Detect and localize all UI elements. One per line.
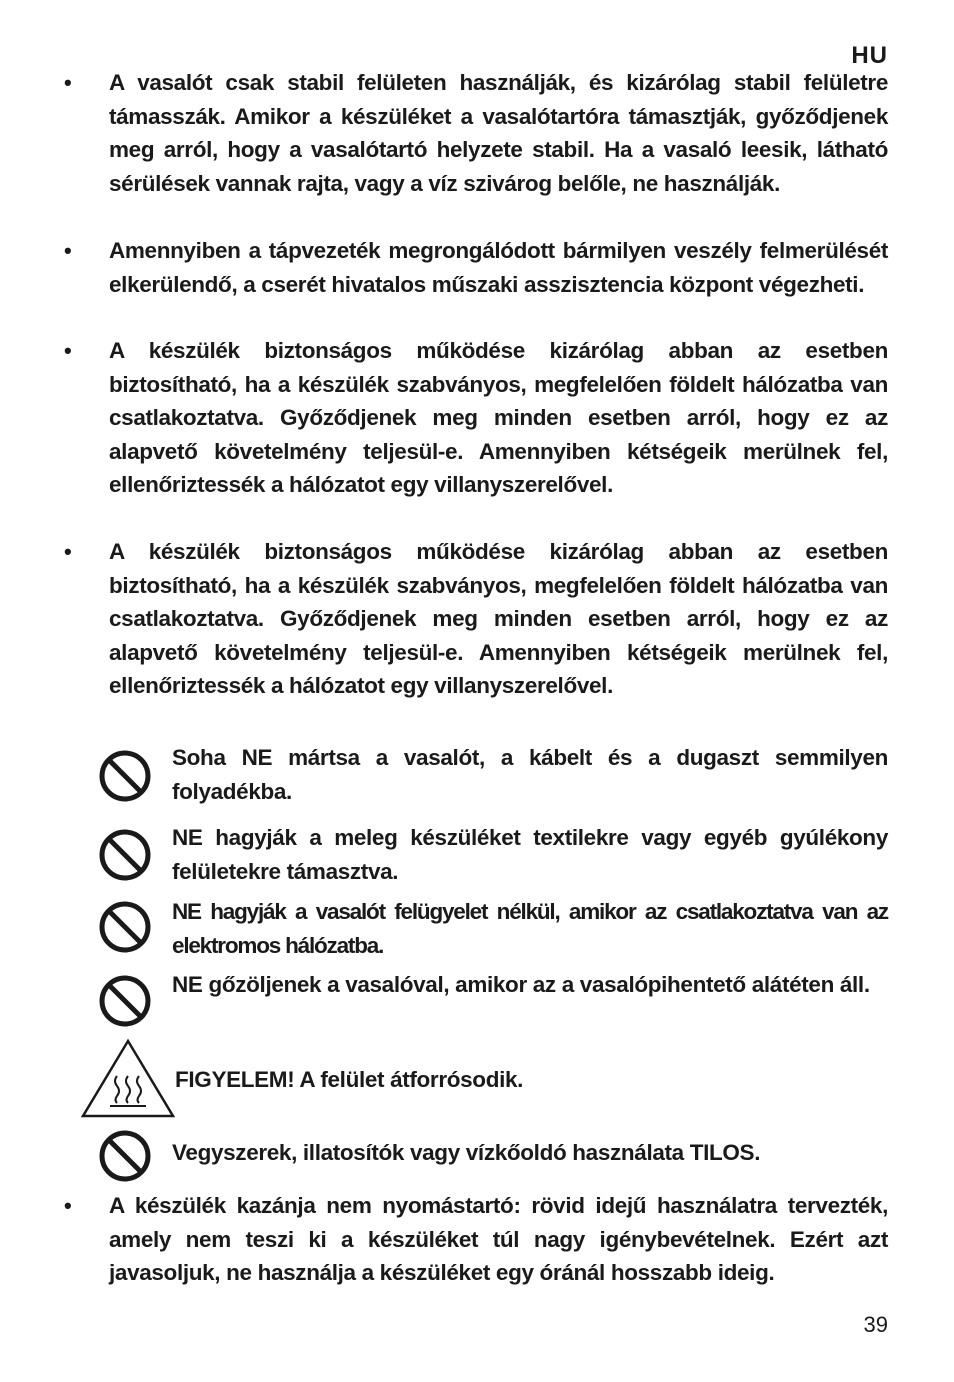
warning-text: Soha NE mártsa a vasalót, a kábelt és a dugaszt semmilyen folyadékba. — [172, 745, 888, 804]
hot-surface-warning-icon — [80, 1038, 176, 1120]
bullet-paragraph: A készülék kazánja nem nyomástartó: rövid idejű használatra tervezték, amely nem teszi ki a készüléket túl nagy igénybevételnek. Ezért azt javasoljuk, ne használja a készüléket egy óránál hosszabb ideig. — [109, 1193, 888, 1285]
warning-text: NE hagyják a meleg készüléket textilekre vagy egyéb gyúlékony felületekre támasztva. — [172, 825, 888, 884]
prohibition-icon — [98, 828, 152, 882]
warning-text: NE hagyják a vasalót felügyelet nélkül, amikor az csatlakoztatva van az elektromos hálózatba. — [172, 899, 888, 958]
page-number: 39 — [863, 1312, 888, 1337]
warning-text: FIGYELEM! A felület átforrósodik. — [175, 1067, 524, 1092]
bullet-marker: • — [64, 238, 72, 263]
prohibition-icon — [98, 900, 152, 954]
prohibition-icon — [98, 749, 152, 803]
warning-text: NE gőzöljenek a vasalóval, amikor az a vasalópihentető alátéten áll. — [172, 972, 870, 997]
bullet-paragraph: A készülék biztonságos működése kizárólag abban az esetben biztosítható, ha a készülék szabványos, megfelelően földelt hálózatba van csatlakoztatva. Győződjenek meg minden esetben arról, hogy ez az alapvető követelmény teljesül-e. Amennyiben kétségeik merülnek fel, ellenőriztessék a hálózatot egy villanyszerelővel. — [109, 539, 888, 698]
prohibition-icon — [98, 974, 152, 1028]
bullet-paragraph: A vasalót csak stabil felületen használják, és kizárólag stabil felületre támasszák. Amikor a készüléket a vasalótartóra támasztják, győződjenek meg arról, hogy a vasalótartó helyzete stabil. Ha a vasaló leesik, látható sérülések vannak rajta, vagy a víz szivárog belőle, ne használják. — [109, 70, 888, 196]
prohibition-icon — [98, 1129, 152, 1183]
bullet-marker: • — [64, 1193, 72, 1218]
bullet-paragraph: Amennyiben a tápvezeték megrongálódott bármilyen veszély felmerülését elkerülendő, a cserét hivatalos műszaki asszisztencia központ végezheti. — [109, 238, 888, 297]
language-code: HU — [851, 42, 888, 69]
bullet-paragraph: A készülék biztonságos működése kizárólag abban az esetben biztosítható, ha a készülék szabványos, megfelelően földelt hálózatba van csatlakoztatva. Győződjenek meg minden esetben arról, hogy ez az alapvető követelmény teljesül-e. Amennyiben kétségeik merülnek fel, ellenőriztessék a hálózatot egy villanyszerelővel. — [109, 338, 888, 497]
bullet-marker: • — [64, 70, 72, 95]
warning-text: Vegyszerek, illatosítók vagy vízkőoldó használata TILOS. — [172, 1140, 761, 1165]
bullet-marker: • — [64, 338, 72, 363]
bullet-marker: • — [64, 539, 72, 564]
